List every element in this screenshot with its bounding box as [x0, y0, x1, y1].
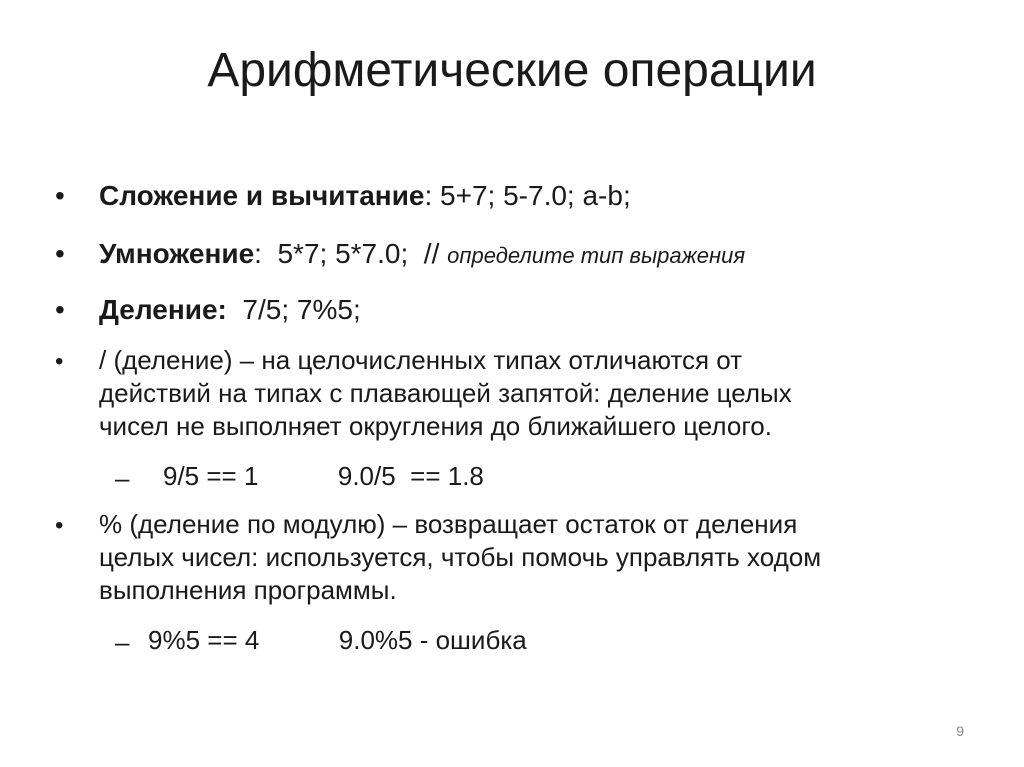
dash-icon: –	[115, 627, 130, 657]
bullet-text	[99, 236, 969, 274]
bullet-text	[99, 344, 969, 443]
bullet-icon: •	[55, 348, 64, 375]
bullet-rest: : 5*7; 5*7.0; //	[254, 238, 448, 269]
bullet-bold-term: Деление:	[99, 294, 227, 325]
bullet-rest: : 5+7; 5-7.0; a-b;	[424, 180, 631, 211]
bullet-bold-term: Сложение и вычитание	[99, 180, 425, 211]
bullet-icon: •	[55, 512, 64, 539]
bullet-bold-term: Умножение	[99, 238, 255, 269]
sub-item-text: 9%5 == 4 9.0%5 - ошибка	[148, 625, 527, 655]
bullet-icon: •	[55, 294, 65, 325]
text-line: выполнения программы.	[99, 575, 397, 605]
bullet-note: определите тип выражения	[447, 243, 746, 268]
bullet-rest: 7/5; 7%5;	[226, 294, 361, 325]
slide-title: Арифметические операции	[207, 44, 817, 97]
sub-item-text: 9/5 == 1 9.0/5 == 1.8	[163, 461, 484, 491]
bullet-icon: •	[55, 180, 65, 211]
bullet-icon: •	[55, 238, 65, 269]
page-number: 9	[956, 723, 964, 739]
text-line: чисел не выполняет округления до ближайшего целого.	[99, 411, 772, 441]
text-line: / (деление) – на целочисленных типах отличаются от	[99, 345, 743, 375]
bullet-text	[99, 178, 969, 214]
bullet-text	[99, 292, 969, 328]
text-line: целых чисел: используется, чтобы помочь управлять ходом	[99, 542, 822, 572]
dash-icon: –	[115, 463, 130, 493]
text-line: % (деление по модулю) – возвращает остаток от деления	[99, 509, 798, 539]
bullet-text	[99, 508, 969, 607]
text-line: действий на типах с плавающей запятой: деление целых	[99, 378, 792, 408]
